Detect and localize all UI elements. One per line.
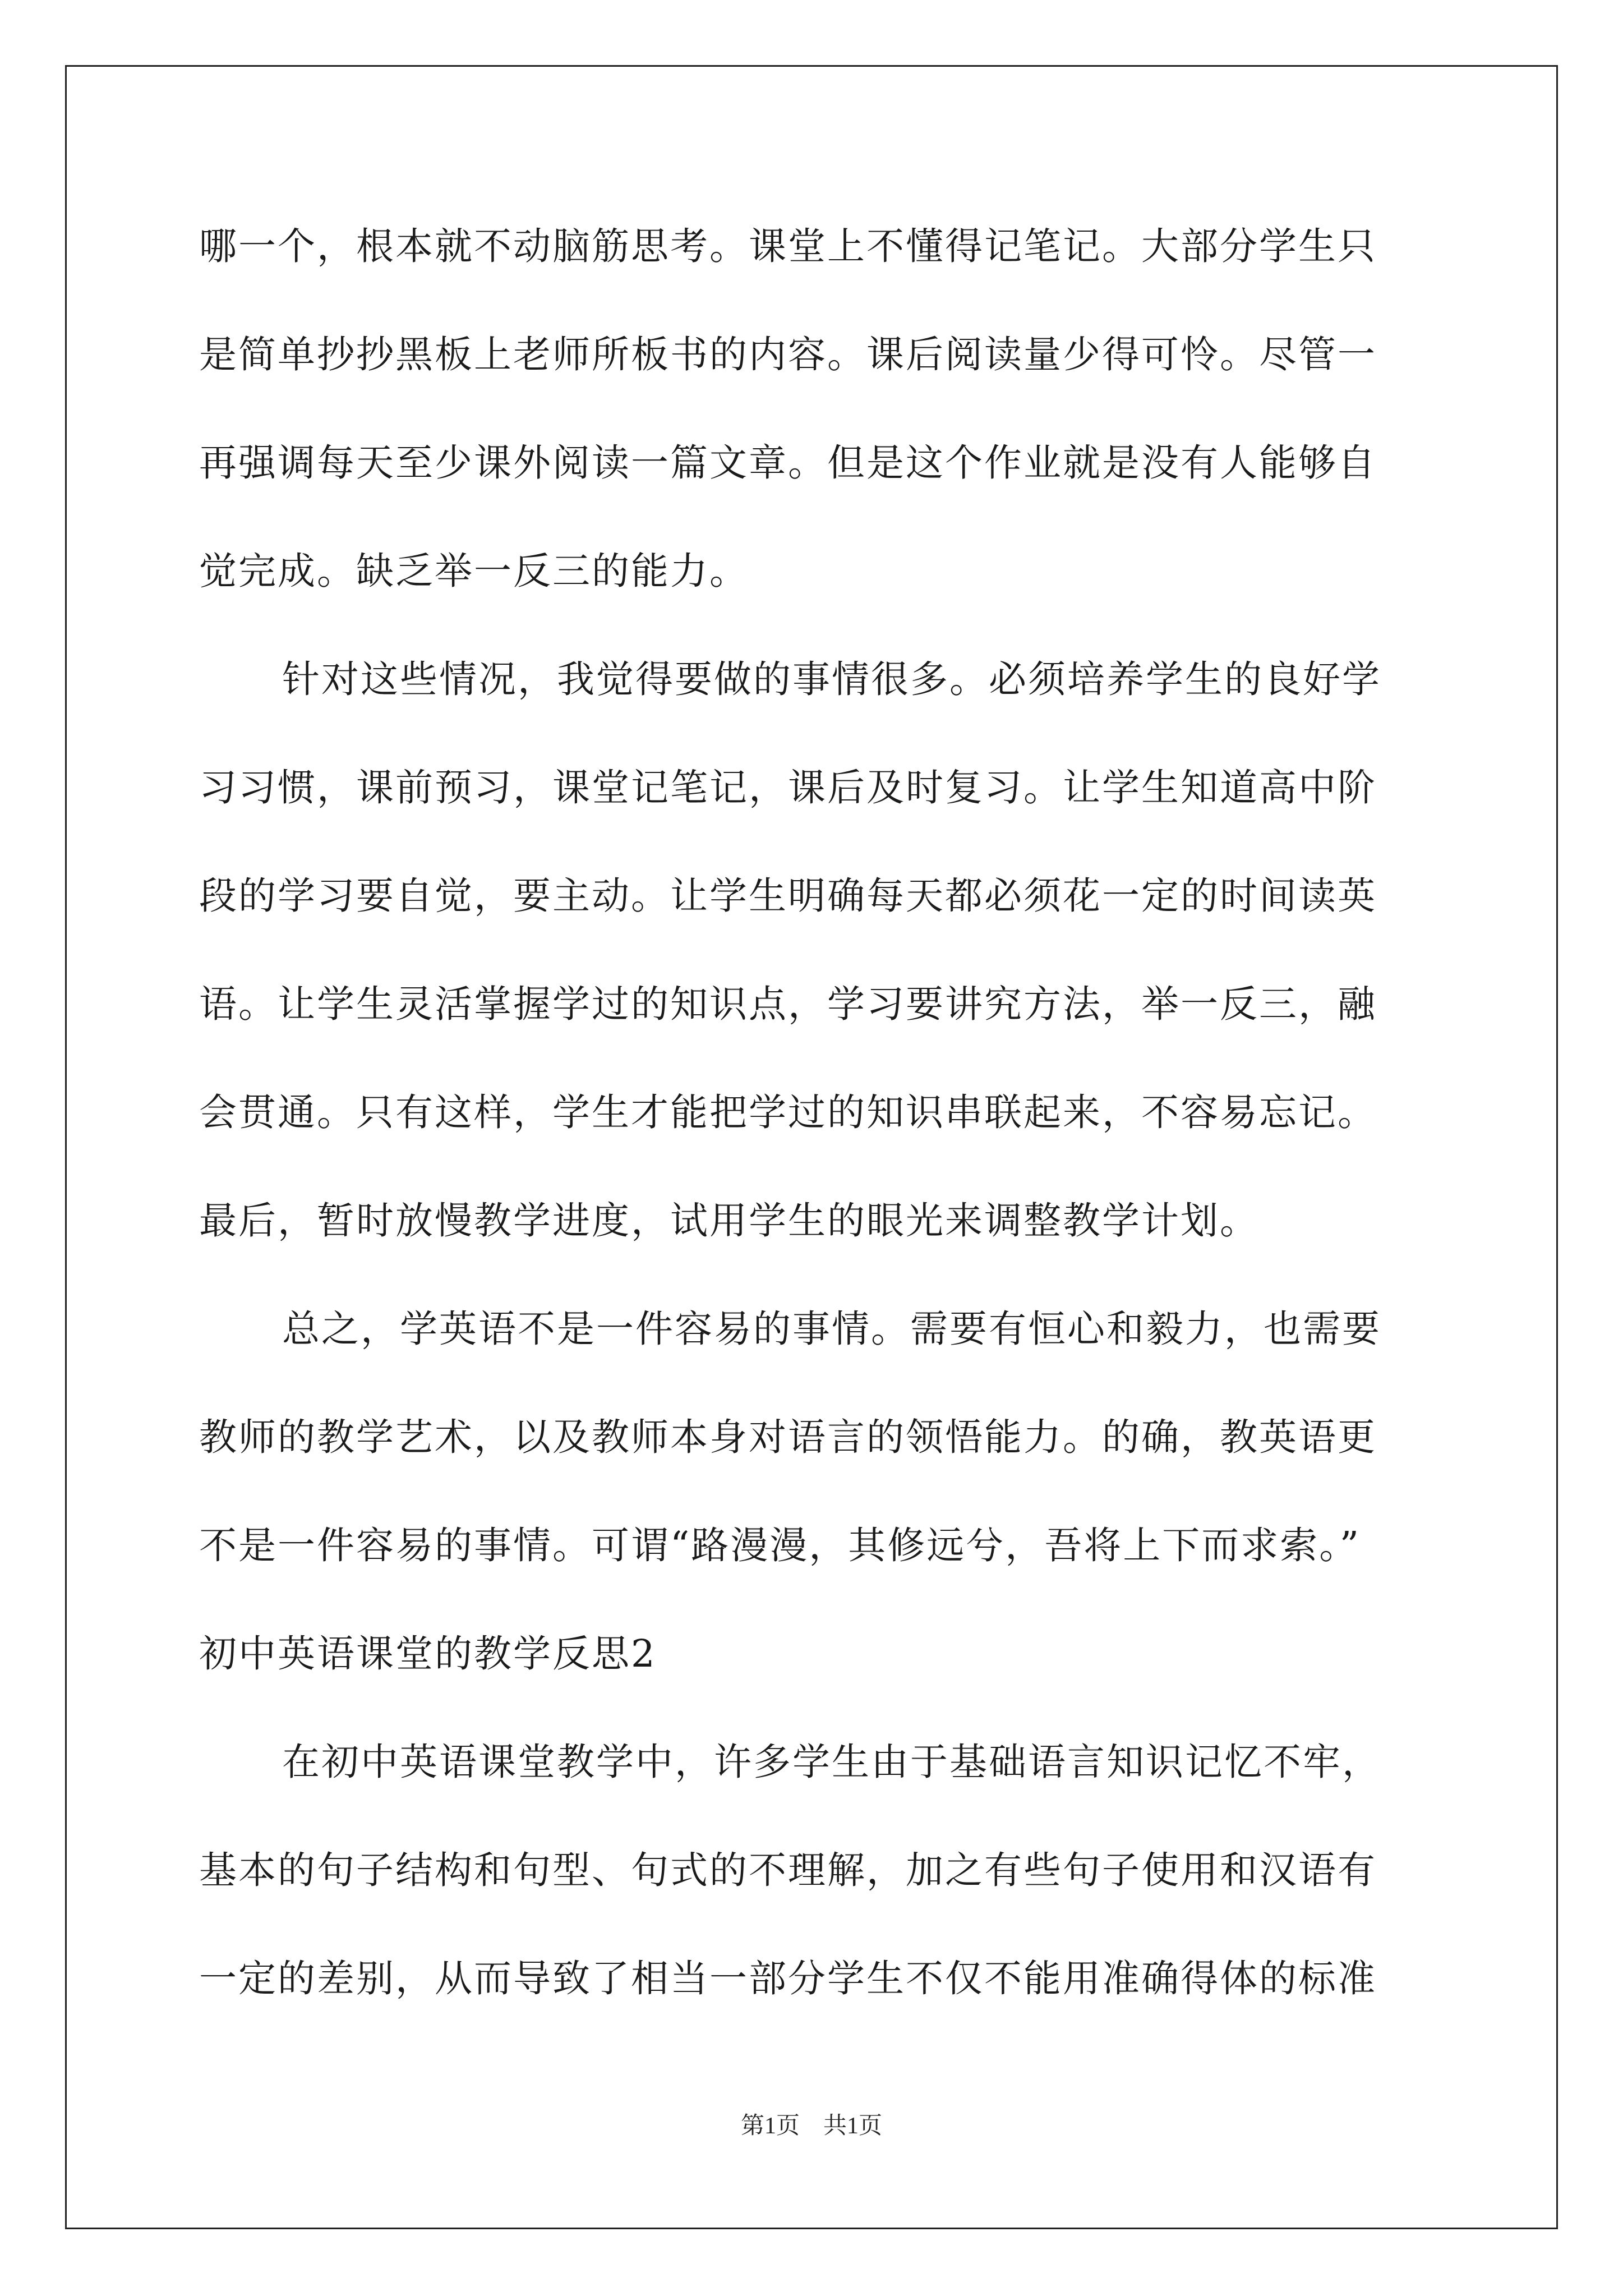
text-line: 总之，学英语不是一件容易的事情。需要有恒心和毅力，也需要 (282, 1307, 1381, 1351)
text-line: 最后，暂时放慢教学进度，试用学生的眼光来调整教学计划。 (199, 1199, 1259, 1243)
text-line: 语。让学生灵活掌握学过的知识点，学习要讲究方法，举一反三，融 (199, 982, 1377, 1026)
text-line: 一定的差别，从而导致了相当一部分学生不仅不能用准确得体的标准 (199, 1957, 1377, 2000)
page-number-footer: 第1页 共1页 (740, 2113, 882, 2139)
text-line: 基本的句子结构和句型、句式的不理解，加之有些句子使用和汉语有 (199, 1848, 1377, 1892)
text-line: 觉完成。缺乏举一反三的能力。 (199, 549, 749, 593)
text-line: 针对这些情况，我觉得要做的事情很多。必须培养学生的良好学 (282, 657, 1381, 701)
section-heading: 初中英语课堂的教学反思2 (199, 1632, 657, 1676)
text-line: 再强调每天至少课外阅读一篇文章。但是这个作业就是没有人能够自 (199, 441, 1377, 485)
text-line: 教师的教学艺术，以及教师本身对语言的领悟能力。的确，教英语更 (199, 1415, 1377, 1459)
text-line: 不是一件容易的事情。可谓“路漫漫，其修远兮，吾将上下而求索。” (199, 1524, 1361, 1567)
text-line: 会贯通。只有这样，学生才能把学过的知识串联起来，不容易忘记。 (199, 1091, 1377, 1134)
text-line: 段的学习要自觉，要主动。让学生明确每天都必须花一定的时间读英 (199, 874, 1377, 918)
document-body (199, 220, 1427, 2060)
text-line: 在初中英语课堂教学中，许多学生由于基础语言知识记忆不牢， (282, 1740, 1381, 1784)
text-line: 是简单抄抄黑板上老师所板书的内容。课后阅读量少得可怜。尽管一 (199, 333, 1377, 376)
text-line: 哪一个，根本就不动脑筋思考。课堂上不懂得记笔记。大部分学生只 (199, 224, 1377, 268)
text-line: 习习惯，课前预习，课堂记笔记，课后及时复习。让学生知道高中阶 (199, 766, 1377, 809)
